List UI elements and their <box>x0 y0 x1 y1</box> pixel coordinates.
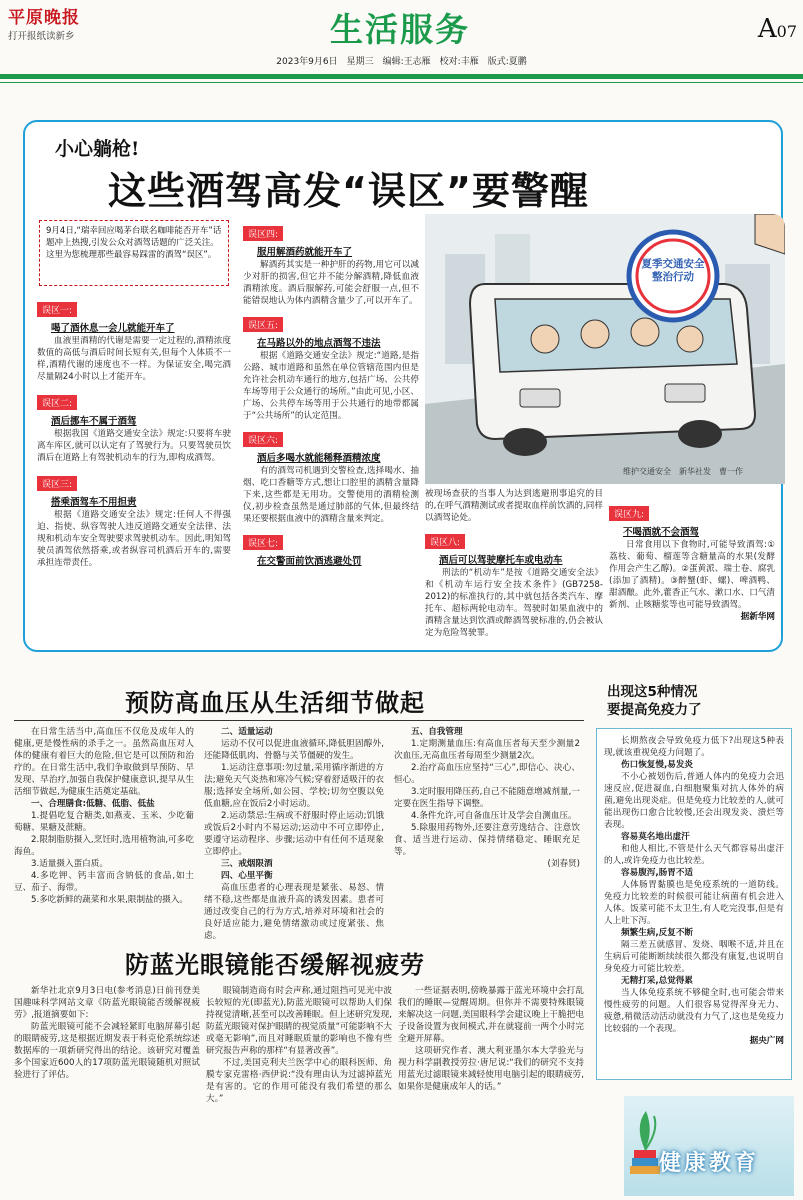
myth-badge: 误区三: <box>37 476 77 491</box>
immune-paragraph: 长期熬夜会导致免疫力低下?出现这5种表现,就该重视免疫力问题了。 <box>604 736 784 758</box>
feature-column-1 <box>37 298 231 569</box>
myth-item <box>609 502 775 623</box>
bluelight-paragraph: 不过,美国克利夫兰医学中心的眼科医师、角膜专家克雷格·西伊说:“没有理由认为过滤掉蓝光是有害的。它的作用可能没有我们希望的那么大。” <box>206 1058 392 1104</box>
bluelight-paragraph: 这项研究作者、澳大利亚墨尔本大学验光与视力科学副教授劳拉·唐尼说:“我们的研究不支持用蓝光过滤眼镜来减轻使用电脑引起的眼睛疲劳,如果你是健康成年人的话。” <box>398 1046 584 1092</box>
logo-slogan: 打开报纸读新乡 <box>8 31 75 42</box>
immune-subhead: 容易腹泻,肠胃不适 <box>621 868 694 878</box>
bp-list-item: 4.多吃钾、钙丰富而含钠低的食品,如土豆、茄子、海带。 <box>14 871 194 893</box>
bp-paragraph: 4.条件允许,可自备血压计及学会自测血压。 <box>411 811 577 821</box>
immune-paragraph: 不小心被划伤后,普通人体内的免疫力会迅速反应,促进凝血,白细胞聚集对抗人体外的病菌,避免出现炎症。但是免疫力比较差的人,就可能出现伤口愈合比较慢,还会出现发炎、溃烂等表现。 <box>604 772 784 830</box>
myth-item <box>243 313 419 422</box>
traffic-safety-illustration <box>425 214 785 484</box>
bp-list-item: 5.多吃新鲜的蔬菜和水果,限制盐的摄入。 <box>31 895 189 905</box>
myth-title: 在交警面前饮酒逃避处罚 <box>257 556 362 567</box>
myth-item <box>243 531 419 567</box>
immune-paragraph: 和他人相比,不管是什么天气都容易出虚汗的人,或许免疫力也比较差。 <box>604 844 784 866</box>
myth-badge: 误区七: <box>243 535 283 550</box>
bp-column-1 <box>14 726 194 906</box>
myth-body: 刑法的“机动车”是按《道路交通安全法》和《机动车运行安全技术条件》(GB7258-2012)的标准执行的,其中就包括各类汽车、摩托车、超标两轮电动车。驾驶时如果血液中的酒精含量达到饮酒或醉酒驾驶标准的,仍会被认定为危险驾驶罪。 <box>425 568 603 638</box>
bp-paragraph: 2.治疗高血压应坚持“三心”,即信心、决心、恒心。 <box>394 763 580 785</box>
bluelight-paragraph: 防蓝光眼镜可能不会减轻紧盯电脑屏幕引起的眼睛疲劳,这是根据近期发表于科克伦系统综述数据库的一项新研究得出的结论。该研究对覆盖多个国家近600人的17项防蓝光眼镜随机对照试验进行了评估。 <box>14 1022 200 1080</box>
myth-badge: 误区四: <box>243 226 283 241</box>
header-rule <box>0 74 803 79</box>
myth-title: 酒后可以驾驶摩托车或电动车 <box>439 555 563 566</box>
myth-badge: 误区一: <box>37 302 77 317</box>
bp-subhead: 四、心里平衡 <box>221 871 273 881</box>
myth-body: 日常食用以下食物时,可能导致酒驾:①荔枝、葡萄、榴莲等含糖量高的水果(发酵作用会产生乙醇)。②蛋黄派、瑞士卷、腐乳(添加了酒精)。③醉蟹(虾、螺)、啤酒鸭、甜酒酿。此外,藿香正气水、漱口水、口气清新剂、止咳糖浆等也可能导致酒驾。 <box>609 540 776 610</box>
bp-paragraph: 1.定期测量血压:有高血压者每天至少测量2次血压,无高血压者每周至少测量2次。 <box>394 739 580 761</box>
bluelight-paragraph: 一些证据表明,傍晚暴露于蓝光环境中会打乱我们的睡眠—觉醒周期。但你并不需要特殊眼镜来解决这一问题,美国眼科学会建议晚上干脆把电子设备设置为夜间模式,并在就寝前一两个小时完全避开屏幕。 <box>398 986 584 1044</box>
bp-headline: 预防高血压从生活细节做起 <box>125 689 425 717</box>
illustration-caption: 维护交通安全 新华社发 曹一作 <box>623 467 743 476</box>
immune-paragraph: 隔三差五就感冒、发烧、咽喉不适,并且在生病后可能断断续续很久都没有康复,也说明自身免疫力可能比较差。 <box>604 940 784 974</box>
dateline: 2023年9月6日 星期三 编辑:王志雁 校对:丰雁 版式:夏鹏 <box>276 57 527 67</box>
health-education-graphic <box>624 1096 794 1196</box>
myth-item <box>37 391 231 464</box>
feature-credit: 据新华网 <box>740 612 775 622</box>
bluelight-column-1 <box>14 985 200 1081</box>
immune-credit: 据央广网 <box>749 1036 784 1046</box>
newspaper-logo <box>8 8 90 42</box>
myth-body: 根据《道路交通安全法》规定:任何人不得强迫、指使、纵容驾驶人违反道路交通安全法律、法规和机动车安全驾驶要求驾驶机动车。因此,明知驾驶员酒驾依然搭乘,或者纵容司机酒后开车的,需要承担连带责任。 <box>37 510 231 568</box>
myth-title: 酒后多喝水就能稀释酒精浓度 <box>257 453 381 464</box>
myth-item <box>37 298 231 383</box>
feature-article <box>23 120 783 652</box>
campaign-sign: 夏季交通安全整治行动 <box>641 258 705 283</box>
header-rule-thin <box>0 82 803 83</box>
immune-subhead: 无精打采,总觉得累 <box>621 976 694 986</box>
bus-drawing <box>425 214 785 484</box>
bluelight-column-3 <box>398 985 584 1093</box>
page-number <box>758 14 797 44</box>
logo-text: 平原晚报 <box>8 8 80 28</box>
bp-list-item: 2.限制脂肪摄入,烹饪时,选用植物油,可多吃海鱼。 <box>14 835 194 857</box>
immune-subhead: 伤口恢复慢,易发炎 <box>621 760 694 770</box>
myth-body: 被现场查获的当事人为达到逃避刑事追究的目的,在呼气酒精测试或者提取血样前饮酒的,同样以酒驾论处。 <box>425 489 603 523</box>
page-letter: A <box>757 14 777 44</box>
bp-subhead: 三、戒烟限酒 <box>221 859 273 869</box>
myth-title: 在马路以外的地点酒驾不违法 <box>257 338 381 349</box>
bp-subhead: 二、适量运动 <box>221 727 273 737</box>
myth-title: 喝了酒休息一会儿就能开车了 <box>51 323 175 334</box>
myth-title: 不喝酒就不会酒驾 <box>623 527 700 538</box>
myth-body: 根据我国《道路交通安全法》规定:只要将车驶离车库区,就可以认定有了驾驶行为。只要驾驶员饮酒后在道路上有驾驶机动车的行为,即构成酒驾。 <box>37 429 231 463</box>
immune-headline-line2: 要提高免疫力了 <box>607 702 702 718</box>
myth-badge: 误区六: <box>243 432 283 447</box>
bp-paragraph: 运动不仅可以促进血液循环,降低胆固醇外,还能降低肌肉、骨骼与关节僵硬的发生。 <box>204 739 384 761</box>
bp-column-2 <box>204 726 384 942</box>
myth-badge: 误区二: <box>37 395 77 410</box>
myth-badge: 误区九: <box>609 506 649 521</box>
bp-subhead: 一、合理膳食:低糖、低脂、低盐 <box>31 799 155 809</box>
bluelight-paragraph: 眼镜制造商有时会声称,通过阻挡可见光中波长较短的光(即蓝光),防蓝光眼镜可以帮助人们保持视觉清晰,甚至可以改善睡眠。但上述研究发现,防蓝光眼镜对保护眼睛的视觉质量“可能影响不大或毫无影响”,而且对睡眠质量的影响也不像有些研究报告声称的那样“有显著改善”。 <box>206 986 392 1056</box>
feature-intro: 9月4日,“瑞幸回应喝茅台联名咖啡能否开车”话题冲上热搜,引发公众对酒驾话题的广泛关注。这里为您梳理那些最容易踩雷的酒驾“误区”。 <box>39 220 229 286</box>
myth-title: 服用解酒药就能开车了 <box>257 247 353 258</box>
bp-paragraph: 在日常生活当中,高血压不仅危及成年人的健康,更是慢性病的杀手之一。虽然高血压对人体的健康有着巨大的危险,但它是可以预防和治疗的。在日常生活中,我们争取做到早预防、早发现、早治疗,加强自我保护健康意识,提早从生活细节做起,为健康生活奠定基础。 <box>14 727 194 797</box>
feature-kicker: 小心躺枪! <box>55 138 140 160</box>
immune-paragraph: 人体肠胃黏膜也是免疫系统的一道防线。免疫力比较差的时候很可能让病菌有机会进入人体。饭菜可能不太卫生,有人吃完没事,但是有人上吐下泻。 <box>604 880 784 926</box>
immune-subhead: 容易莫名地出虚汗 <box>621 832 690 842</box>
myth-item <box>243 428 419 525</box>
myth-badge: 误区五: <box>243 317 283 332</box>
bp-paragraph: 2.运动禁忌:生病或不舒服时停止运动;饥饿或饭后2小时内不易运动;运动中不可立即停止,要遵守运动程序、步骤;运动中有任何不适现象立即停止。 <box>204 811 384 857</box>
bp-rule <box>14 720 584 721</box>
bp-subhead: 五、自我管理 <box>411 727 463 737</box>
immune-subhead: 频繁生病,反复不断 <box>621 928 694 938</box>
myth-title: 搭乘酒驾车不用担责 <box>51 497 137 508</box>
feature-headline: 这些酒驾高发“误区”要警醒 <box>108 169 589 213</box>
bp-paragraph: 高血压患者的心理表现是紧张、易怒、情绪不稳,这些都是血液升高的诱发因素。患者可通过改变自己的行为方式,培养对环境和社会的良好适应能力,避免情绪激动或过度紧张、焦虑。 <box>204 883 384 941</box>
feature-column-3 <box>425 488 603 639</box>
feature-column-4 <box>609 502 775 623</box>
bp-list-item: 3.适量摄入蛋白质。 <box>31 859 108 869</box>
bp-list-item: 1.提倡吃复合糖类,如燕麦、玉米、少吃葡萄糖、果糖及蔗糖。 <box>14 811 194 833</box>
myth-title: 酒后挪车不属于酒驾 <box>51 416 137 427</box>
myth-body: 有的酒驾司机遇到交警检查,选择喝水、抽烟、吃口香糖等方式,想让口腔里的酒精含量降下来,这些都是无用功。交警使用的酒精检测仪,初步检查虽然是通过肺部的气体,但最终结果还要根据血液中的酒精含量来判定。 <box>243 466 419 524</box>
myth-item <box>425 530 603 639</box>
myth-item <box>37 472 231 569</box>
bluelight-paragraph: 新华社北京9月3日电(参考消息)日前刊登美国趣味科学网站文章《防蓝光眼镜能否缓解视疲劳》,报道摘要如下: <box>14 986 200 1020</box>
bp-column-3 <box>394 726 580 870</box>
myth-body: 解酒药其实是一种护肝的药物,用它可以减少对肝的损害,但它并不能分解酒精,降低血液酒精浓度。酒后服解药,可能会舒服一点,但不能错误地认为体内酒精含量少了,可以开车了。 <box>243 260 419 306</box>
myth-body: 血液里酒精的代谢是需要一定过程的,酒精浓度数值的高低与酒后时间长短有关,但每个人体质不一样,酒精代谢的速度也不一样。为保证安全,喝完酒尽量隔24小时以上才能开车。 <box>37 336 231 382</box>
bluelight-column-2 <box>206 985 392 1105</box>
myth-body: 根据《道路交通安全法》规定:“道路,是指公路、城市道路和虽然在单位管辖范围内但是允许社会机动车通行的地方,包括广场、公共停车场等用于公众通行的场所。”由此可见,小区、广场、公共停车场等用于公共通行的地带都属于“公共场所”的认定范围。 <box>243 351 419 421</box>
myth-item <box>243 222 419 307</box>
immune-headline <box>607 683 702 719</box>
section-title: 生活服务 <box>330 10 470 49</box>
immune-headline-line1: 出现这5种情况 <box>607 684 698 700</box>
immune-article <box>596 728 792 1080</box>
bp-author: (刘春贤) <box>547 859 580 869</box>
bp-paragraph: 5.除服用药物外,还要注意劳逸结合、注意饮食、适当进行运动、保持情绪稳定、睡眠充足等。 <box>394 823 580 857</box>
myth-badge: 误区八: <box>425 534 465 549</box>
immune-paragraph: 当人体免疫系统不够健全时,也可能会带来慢性疲劳的问题。人们很容易觉得浑身无力、疲惫,稍微活动活动就没有力气了,这也是免疫力比较弱的一个表现。 <box>604 988 784 1034</box>
bp-paragraph: 1.运动注意事项:勿过量,采用循序渐进的方法;避免天气炎热和寒冷气候;穿着舒适吸汗的衣服;选择安全场所,如公园、学校;切勿空腹以免低血糖,应在饭后2小时运动。 <box>204 763 384 809</box>
health-education-title: 健康教育 <box>659 1151 760 1176</box>
page-digits: 07 <box>776 22 797 41</box>
bp-paragraph: 3.定时服用降压药,自己不能随意增减剂量,一定要在医生指导下调整。 <box>394 787 580 809</box>
feature-column-2 <box>243 222 419 568</box>
bluelight-headline: 防蓝光眼镜能否缓解视疲劳 <box>125 951 425 979</box>
